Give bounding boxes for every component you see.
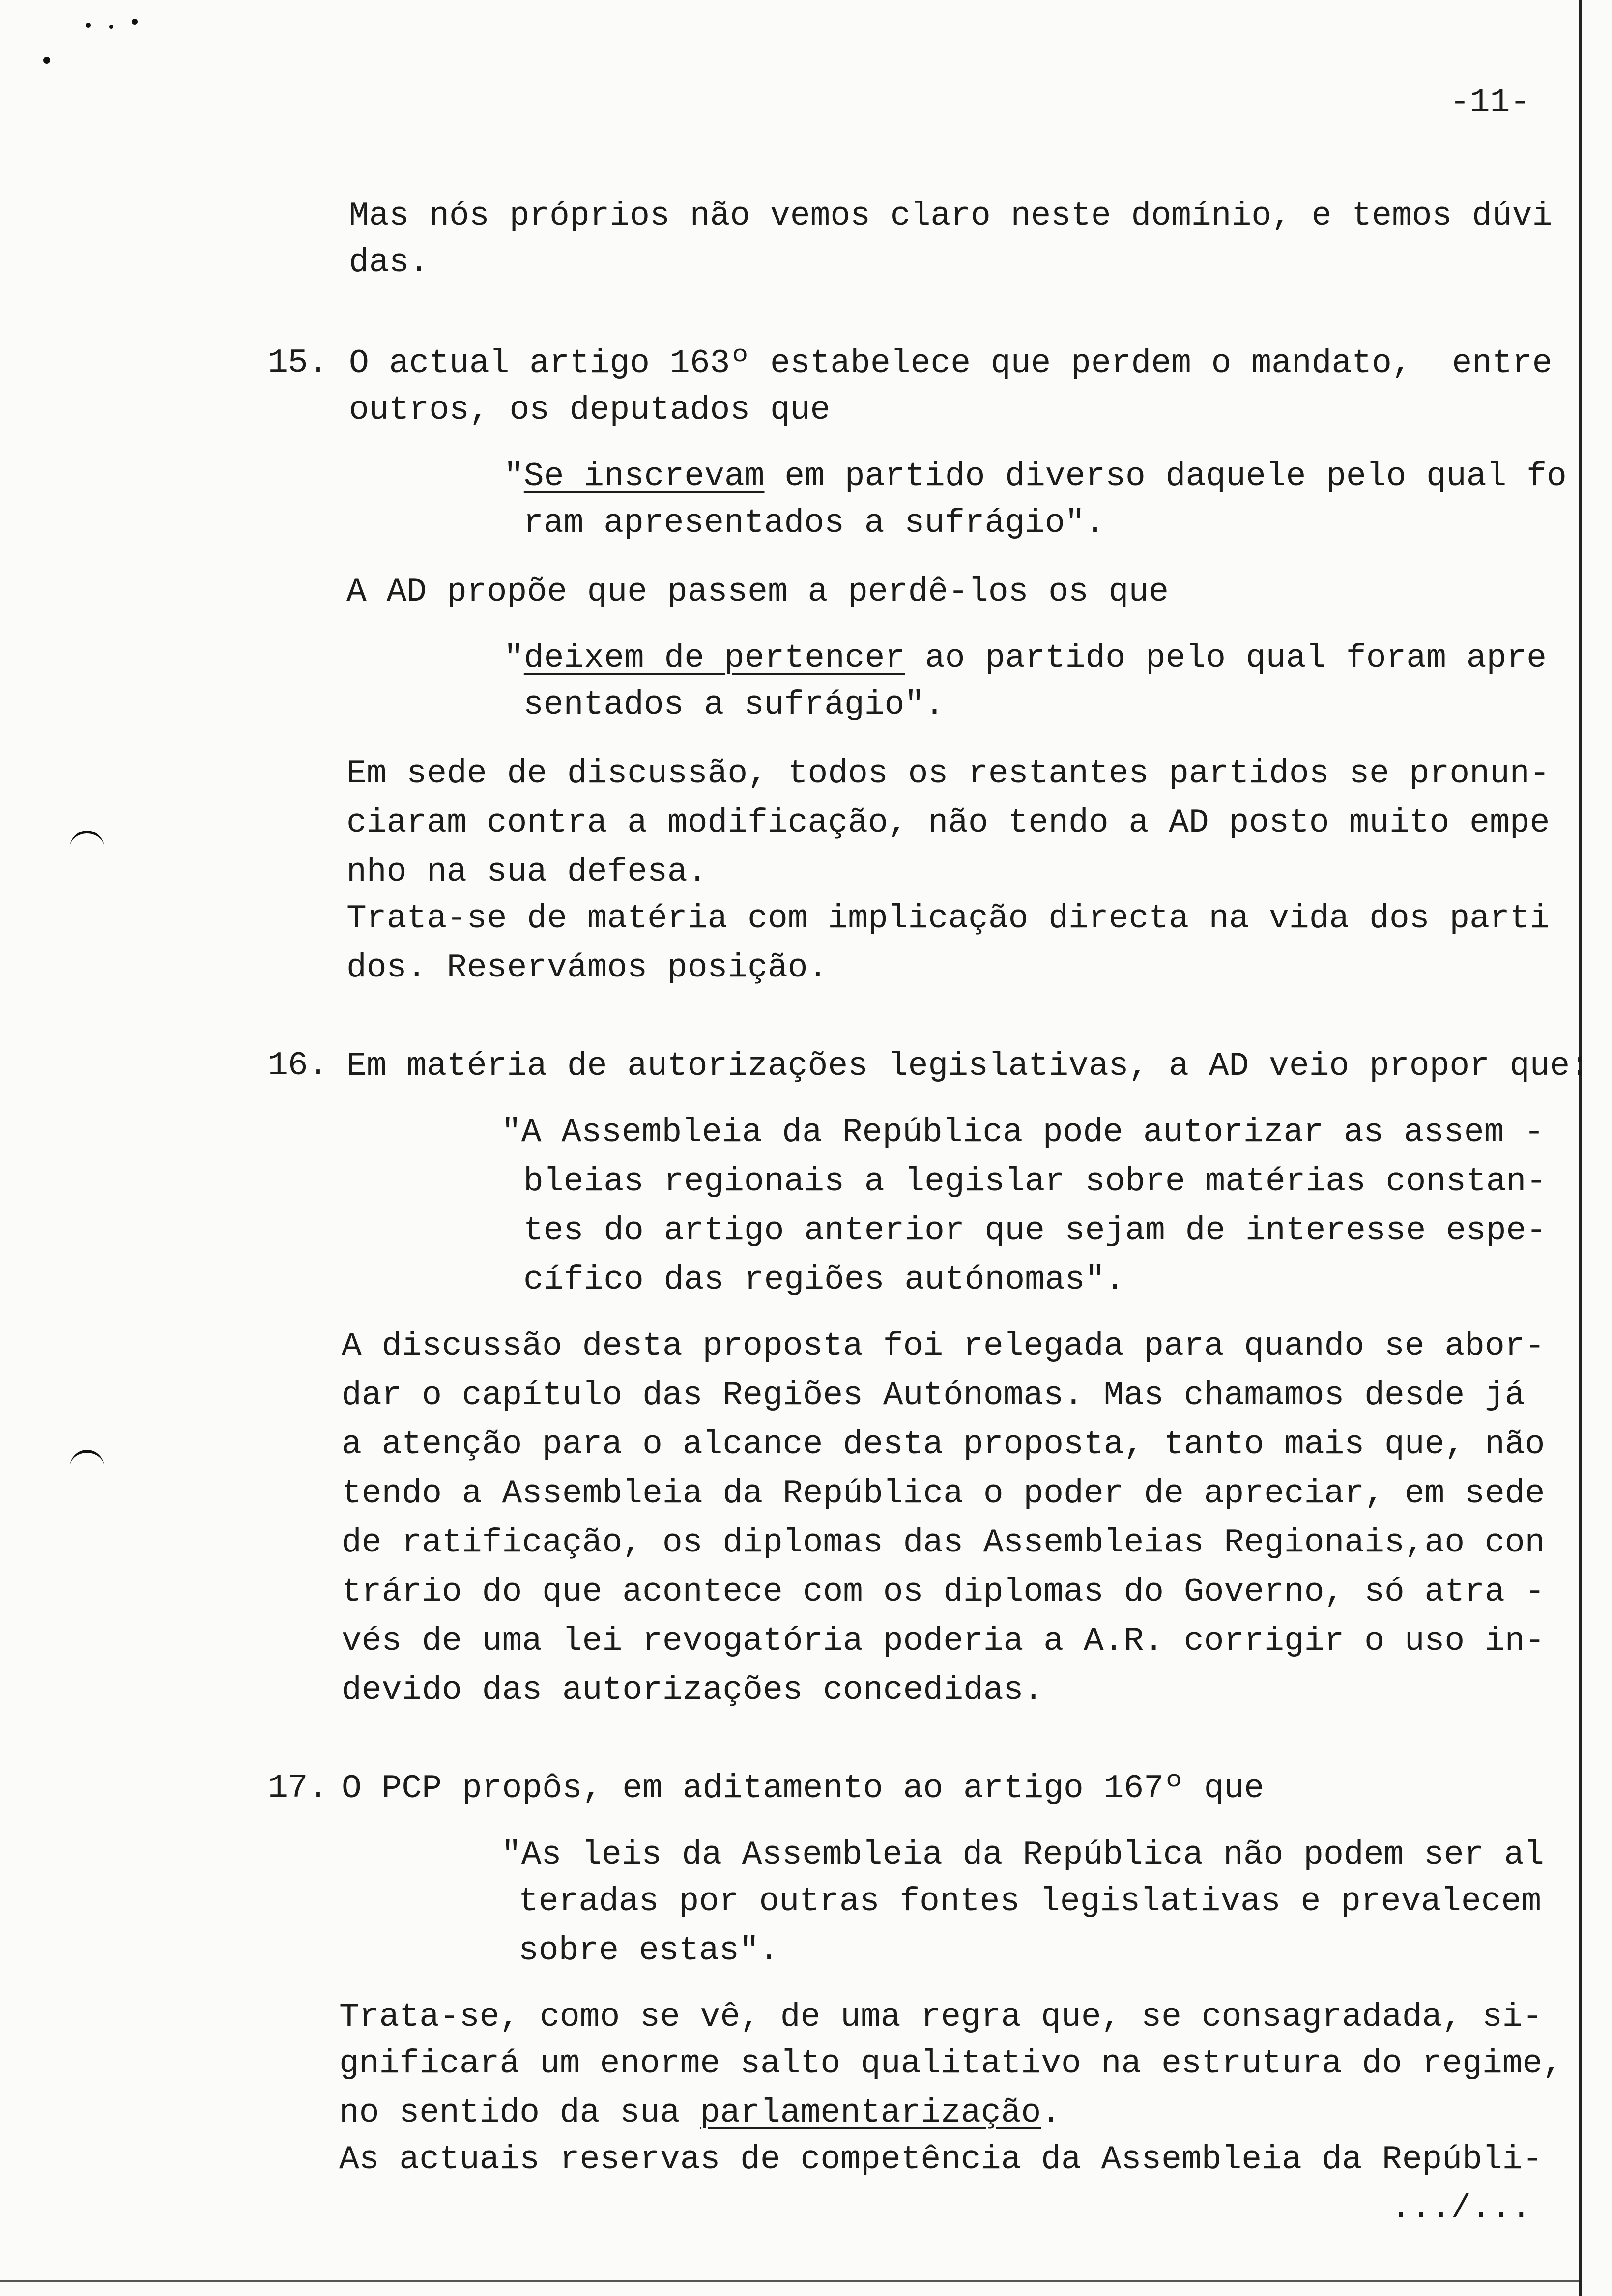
punch-hole-mark <box>70 1450 104 1472</box>
paragraph-line: tendo a Assembleia da República o poder de apreciar, em sede <box>342 1475 1545 1513</box>
quote-line: tes do artigo anterior que sejam de interesse espe- <box>523 1212 1547 1250</box>
paragraph-line: O actual artigo 163º estabelece que perdem o mandato, entre <box>349 344 1553 382</box>
scan-speck <box>43 57 50 64</box>
paragraph-line: de ratificação, os diplomas das Assembleias Regionais,ao con <box>342 1524 1545 1562</box>
quote-line: "A Assembleia da República pode autorizar as assem - <box>501 1114 1544 1151</box>
paragraph-line: dos. Reservámos posição. <box>346 949 828 987</box>
paragraph-line: A discussão desta proposta foi relegada para quando se abor- <box>342 1327 1545 1365</box>
scan-speck <box>86 23 91 28</box>
quote-line: sentados a sufrágio". <box>523 686 945 724</box>
underlined-phrase: parlamentarização <box>700 2094 1041 2132</box>
page-edge-bottom <box>0 2280 1579 2282</box>
intro-line: Mas nós próprios não vemos claro neste domínio, e temos dúvi <box>349 197 1553 235</box>
paragraph-line: A AD propõe que passem a perdê-los os que <box>346 573 1169 611</box>
paragraph-line: Trata-se de matéria com implicação directa na vida dos parti <box>346 900 1550 938</box>
quote-line: "As leis da Assembleia da República não podem ser al <box>501 1836 1544 1874</box>
paragraph-line: devido das autorizações concedidas. <box>342 1671 1044 1709</box>
quote-line: cífico das regiões autónomas". <box>523 1261 1125 1299</box>
quote-line: sobre estas". <box>518 1932 779 1970</box>
paragraph-line: trário do que acontece com os diplomas do Governo, só atra - <box>342 1573 1545 1611</box>
paragraph-line: Em matéria de autorizações legislativas, a AD veio propor que: <box>346 1047 1590 1085</box>
paragraph-line: As actuais reservas de competência da Assembleia da Repúbli- <box>339 2141 1543 2179</box>
paragraph-line: Em sede de discussão, todos os restantes partidos se pronun- <box>346 755 1550 793</box>
paragraph-line: O PCP propôs, em aditamento ao artigo 167º que <box>342 1770 1265 1808</box>
item-number: 16. <box>268 1047 328 1085</box>
paragraph-line: outros, os deputados que <box>349 391 831 429</box>
intro-line: das. <box>349 244 430 282</box>
item-number: 15. <box>268 344 328 382</box>
quote-line: bleias regionais a legislar sobre matérias constan- <box>523 1163 1547 1201</box>
paragraph-line: ciaram contra a modificação, não tendo a AD posto muito empe <box>346 804 1550 842</box>
page-edge-right <box>1579 0 1582 2296</box>
item-number: 17. <box>268 1769 328 1807</box>
underlined-phrase: Se inscrevam <box>523 458 765 495</box>
paragraph-line: a atenção para o alcance desta proposta, tanto mais que, não <box>342 1426 1545 1464</box>
page-number: -11- <box>1450 84 1530 121</box>
quote-line: "deixem de pertencer ao partido pelo qual foram apre <box>504 639 1547 677</box>
paragraph-line: Trata-se, como se vê, de uma regra que, se consagradada, si- <box>339 1998 1543 2036</box>
quote-line: teradas por outras fontes legislativas e prevalecem <box>518 1883 1542 1921</box>
continuation-mark: .../... <box>1391 2189 1531 2227</box>
scan-speck <box>132 19 138 25</box>
paragraph-line: nho na sua defesa. <box>346 853 708 891</box>
paragraph-line: no sentido da sua parlamentarização. <box>339 2094 1062 2132</box>
paragraph-line: gnificará um enorme salto qualitativo na estrutura do regime, <box>339 2045 1563 2083</box>
paragraph-line: dar o capítulo das Regiões Autónomas. Mas chamamos desde já <box>342 1377 1525 1414</box>
underlined-phrase: deixem de pertencer <box>523 639 905 677</box>
quote-line: ram apresentados a sufrágio". <box>523 504 1105 542</box>
paragraph-line: vés de uma lei revogatória poderia a A.R. corrigir o uso in- <box>342 1622 1545 1660</box>
punch-hole-mark <box>70 831 104 853</box>
scan-speck <box>109 25 113 29</box>
quote-line: "Se inscrevam em partido diverso daquele pelo qual fo <box>504 458 1567 495</box>
